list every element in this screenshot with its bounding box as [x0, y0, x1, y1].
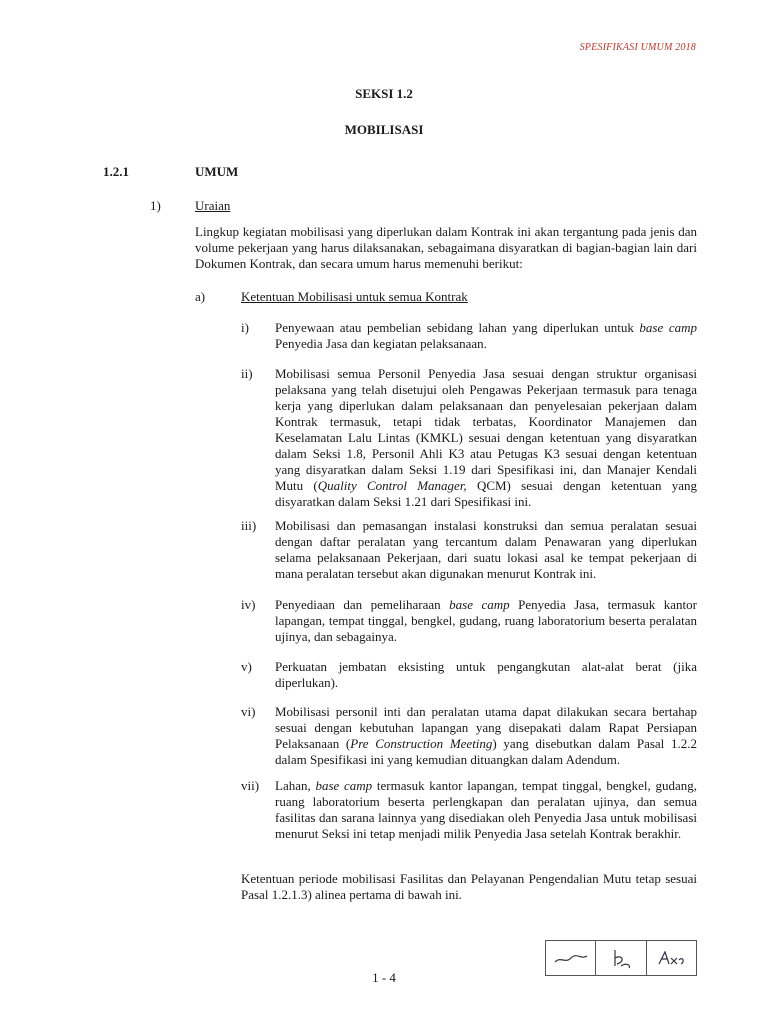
running-header: SPESIFIKASI UMUM 2018: [579, 42, 696, 53]
item-text: Perkuatan jembatan eksisting untuk pengangkutan alat-alat berat (jika diperlukan).: [275, 659, 697, 690]
item-text: Mobilisasi semua Personil Penyedia Jasa sesuai dengan struktur organisasi pelaksana yang telah disetujui oleh Pengawas Pekerjaan termasuk para tenaga kerja yang diperlukan dalam pelaksanaan dan penyelesaian pekerjaan dalam Kontrak termasuk, tetapi tidak terbatas, Koordinator Manajemen dan Keselamatan Lalu Lintas (KMKL) sesuai dengan ketentuan yang disyaratkan dalam Seksi 1.8, Personil Ahli K3 atau Petugas K3 sesuai dengan ketentuan yang disyaratkan dalam Seksi 1.19 dari Spesifikasi ini, dan Manajer Kendali Mutu (Quality Control Manager, QCM) sesuai dengan ketentuan yang disyaratkan dalam Seksi 1.21 dari Spesifikasi ini.: [275, 366, 697, 509]
item-text: Penyediaan dan pemeliharaan base camp Penyedia Jasa, termasuk kantor lapangan, tempat tinggal, bengkel, gudang, ruang laboratorium beserta peralatan ujinya, dan sebagainya.: [275, 597, 697, 644]
item-number: iii): [241, 518, 257, 533]
clause-title: Ketentuan Mobilisasi untuk semua Kontrak: [241, 289, 468, 304]
item-number: vii): [241, 778, 260, 793]
section-code: SEKSI 1.2: [355, 86, 413, 101]
item-text: Mobilisasi dan pemasangan instalasi konstruksi dan semua peralatan sesuai dengan daftar peralatan yang tercantum dalam Penawaran yang diperlukan selama pelaksanaan Pekerjaan, dari suatu lokasi asal ke tempat pekerjaan di mana peralatan tersebut akan digunakan menurut Kontrak ini.: [275, 518, 697, 581]
point-number: 1): [150, 198, 161, 213]
closing-paragraph: Ketentuan periode mobilisasi Fasilitas dan Pelayanan Pengendalian Mutu tetap sesuai Pasal 1.2.1.3) alinea pertama di bawah ini.: [241, 871, 697, 902]
item-number: i): [241, 320, 249, 335]
intro-paragraph: Lingkup kegiatan mobilisasi yang diperlukan dalam Kontrak ini akan tergantung pada jenis dan volume pekerjaan yang harus dilaksanakan, sebagaimana disyaratkan di bagian-bagian lain dari Dokumen Kontrak, dan secara umum harus memenuhi berikut:: [195, 224, 697, 271]
item-text: Penyewaan atau pembelian sebidang lahan yang diperlukan untuk base camp Penyedia Jasa dan kegiatan pelaksanaan.: [275, 320, 697, 351]
item-number: iv): [241, 597, 256, 612]
subsection-number: 1.2.1: [103, 164, 129, 179]
item-number: vi): [241, 704, 256, 719]
page-number: 1 - 4: [372, 970, 396, 985]
section-title: MOBILISASI: [344, 122, 424, 137]
clause-letter: a): [195, 289, 206, 304]
subsection-title: UMUM: [195, 164, 239, 179]
item-text: Mobilisasi personil inti dan peralatan utama dapat dilakukan secara bertahap sesuai dengan kebutuhan lapangan yang disepakati dalam Rapat Persiapan Pelaksanaan (Pre Construction Meeting) yang disebutkan dalam Pasal 1.2.2 dalam Spesifikasi ini yang kemudian dituangkan dalam Adendum.: [275, 704, 697, 767]
item-number: ii): [241, 366, 253, 381]
item-number: v): [241, 659, 252, 674]
item-text: Lahan, base camp termasuk kantor lapangan, tempat tinggal, bengkel, gudang, ruang laboratorium beserta perlengkapan dan peralatan ujinya, dan semua fasilitas dan sarana lainnya yang disediakan oleh Penyedia Jasa untuk mobilisasi menurut Seksi ini tetap menjadi milik Penyedia Jasa setelah Kontrak berakhir.: [275, 778, 697, 841]
point-title: Uraian: [195, 198, 231, 213]
